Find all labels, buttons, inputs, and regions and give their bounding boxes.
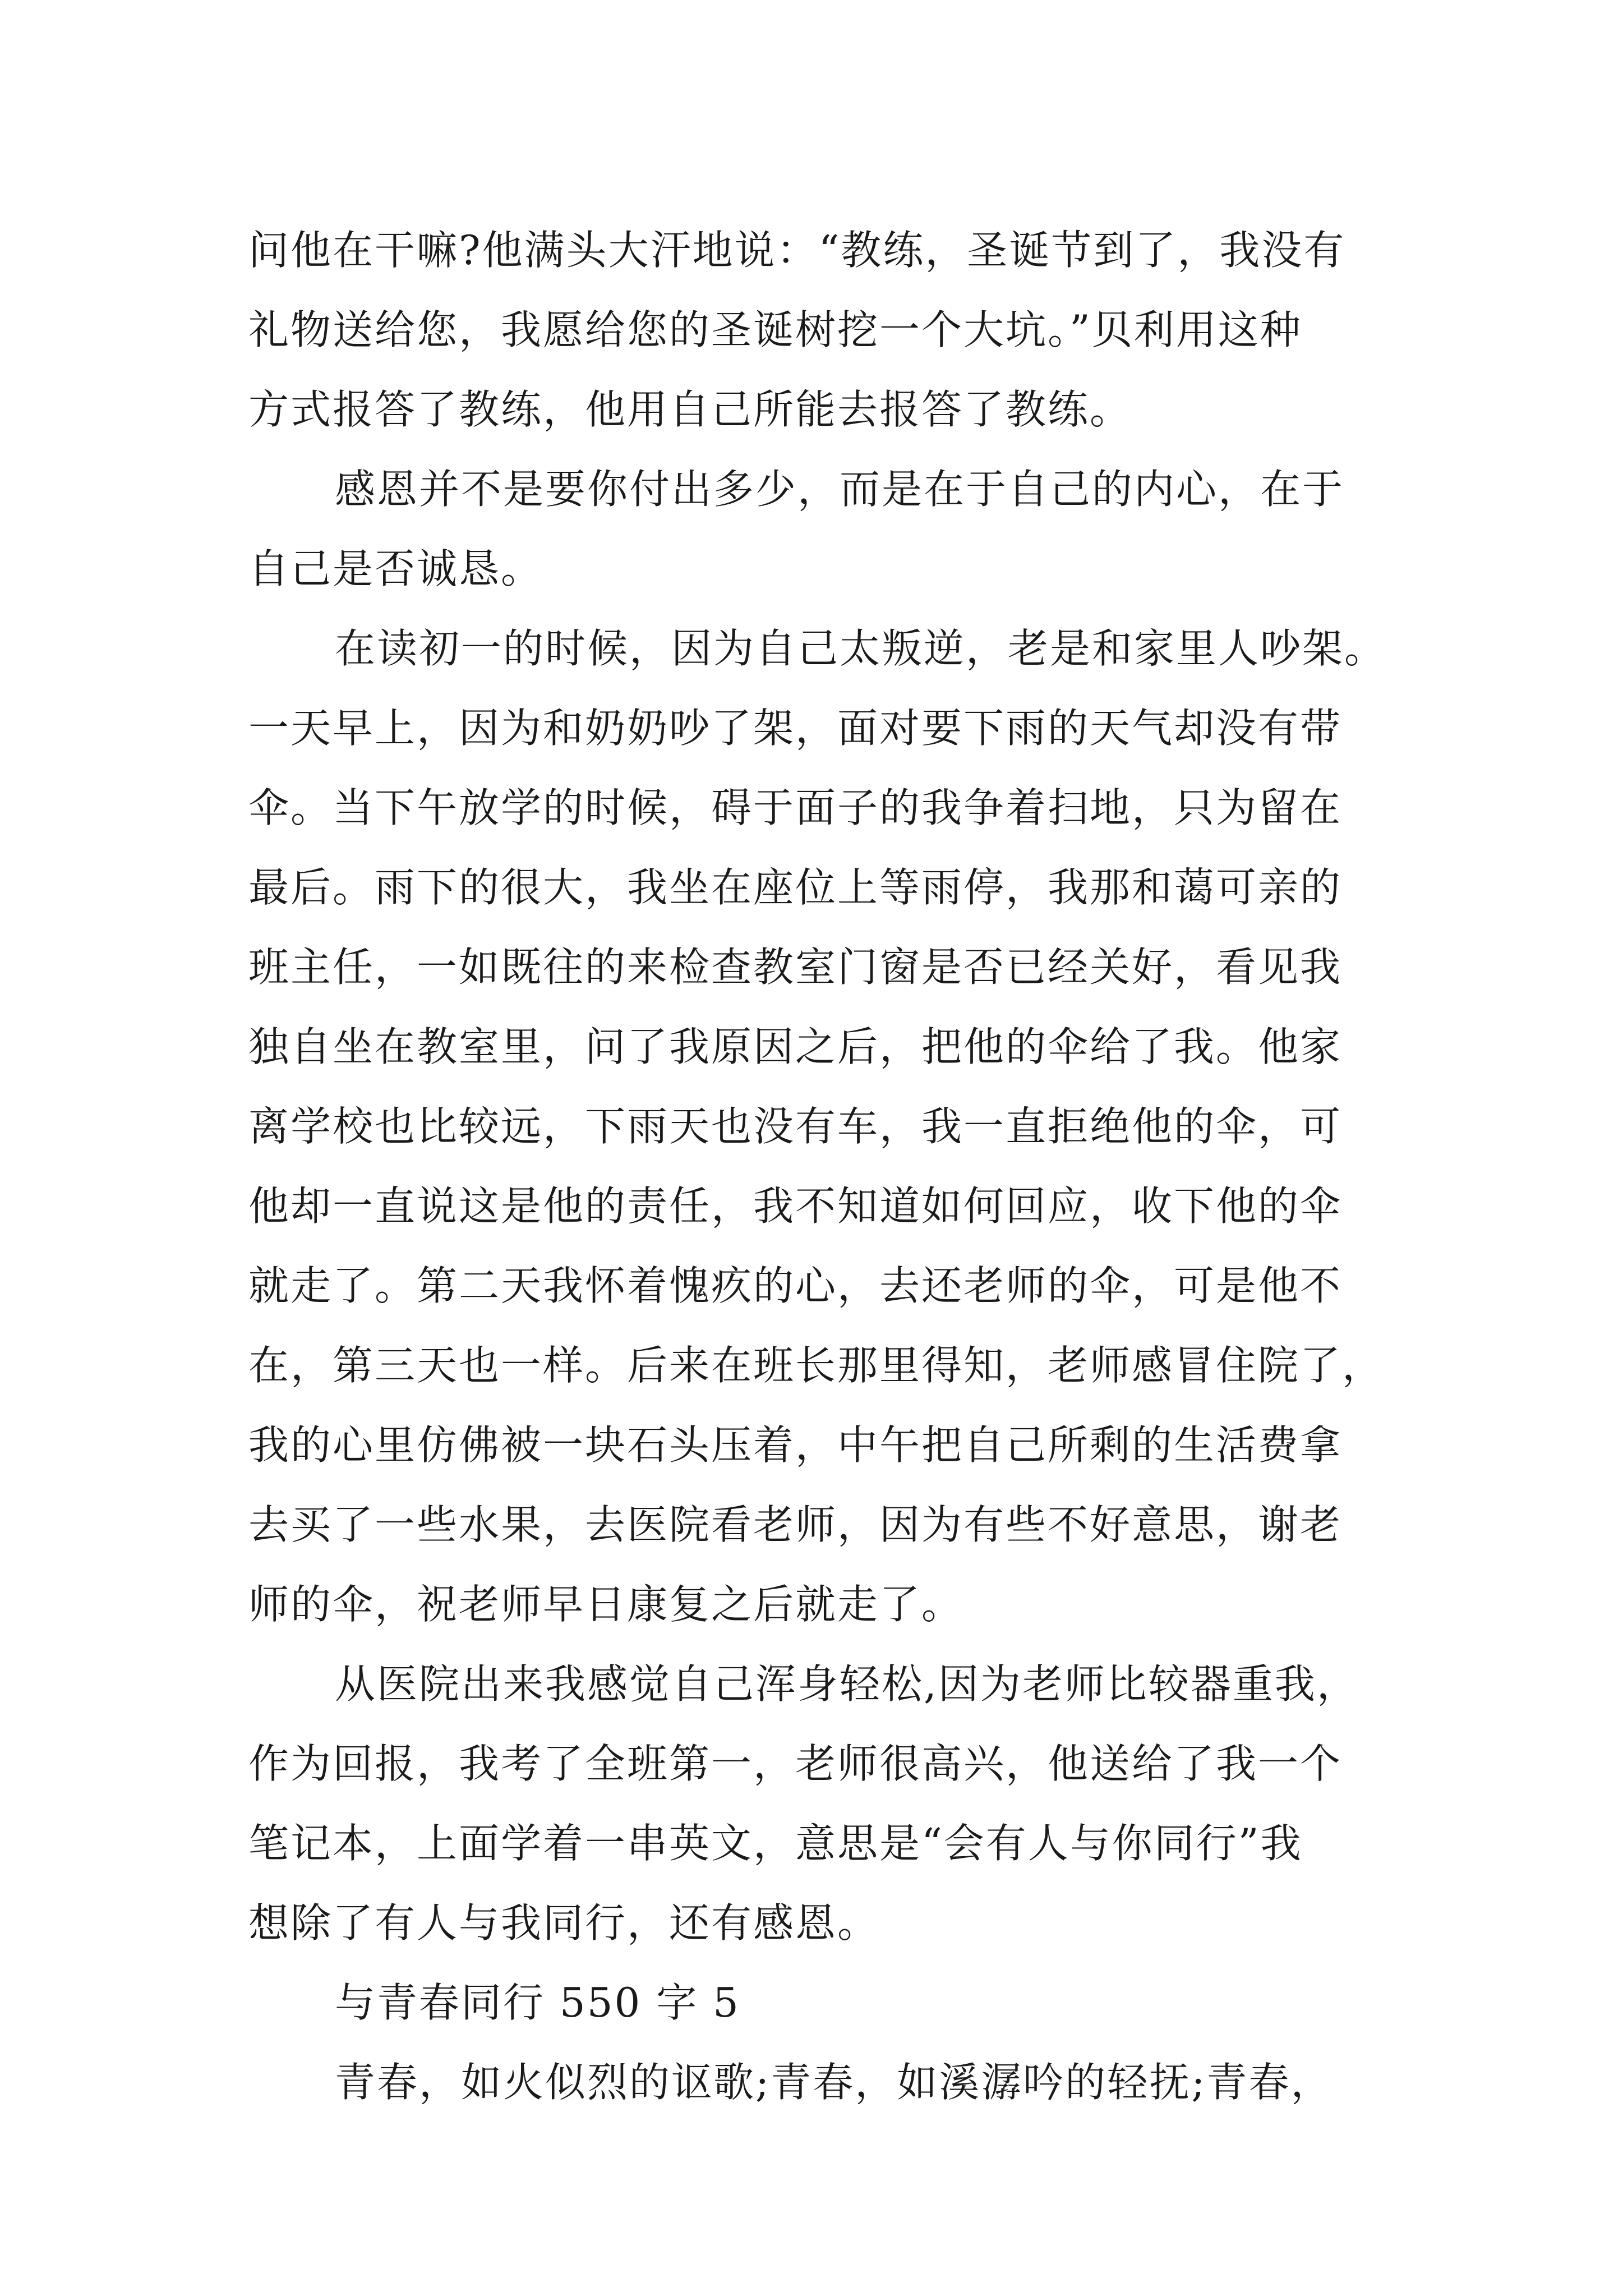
paragraph-first-line: 青春，如火似烈的讴歌;青春，如溪潺吟的轻抚;青春，	[335, 2059, 1333, 2106]
paragraph-first-line: 从医院出来我感觉自己浑身轻松,因为老师比较器重我，	[335, 1660, 1359, 1708]
text-line: 一天早上，因为和奶奶吵了架，面对要下雨的天气却没有带	[248, 705, 1343, 752]
text-line: 想除了有人与我同行，还有感恩。	[248, 1899, 880, 1947]
text-line: 他却一直说这是他的责任，我不知道如何回应，收下他的伞	[248, 1182, 1343, 1230]
document-body	[248, 210, 1387, 2122]
text-line: 我的心里仿佛被一块石头压着，中午把自己所剩的生活费拿	[248, 1421, 1343, 1469]
text-line: 师的伞，祝老师早日康复之后就走了。	[248, 1581, 964, 1628]
section-heading: 与青春同行 550 字 5	[335, 1979, 740, 2026]
text-line: 班主任，一如既往的来检查教室门窗是否已经关好，看见我	[248, 944, 1343, 991]
text-line: 去买了一些水果，去医院看老师，因为有些不好意思，谢老	[248, 1501, 1343, 1548]
text-line: 独自坐在教室里，问了我原因之后，把他的伞给了我。他家	[248, 1023, 1343, 1070]
text-line: 方式报答了教练，他用自己所能去报答了教练。	[248, 386, 1132, 433]
text-line: 在，第三天也一样。后来在班长那里得知，老师感冒住院了，	[248, 1342, 1385, 1389]
text-line: 作为回报，我考了全班第一，老师很高兴，他送给了我一个	[248, 1740, 1343, 1787]
paragraph-first-line: 在读初一的时候，因为自己太叛逆，老是和家里人吵架。	[335, 625, 1387, 672]
text-line: 最后。雨下的很大，我坐在座位上等雨停，我那和蔼可亲的	[248, 864, 1343, 911]
text-line: 伞。当下午放学的时候，碍于面子的我争着扫地，只为留在	[248, 784, 1343, 831]
text-line: 笔记本，上面学着一串英文，意思是“会有人与你同行”我	[248, 1820, 1303, 1867]
text-line: 问他在干嘛?他满头大汗地说：“教练，圣诞节到了，我没有	[248, 227, 1346, 274]
text-line: 离学校也比较远，下雨天也没有车，我一直拒绝他的伞，可	[248, 1103, 1343, 1150]
text-line: 自己是否诚恳。	[248, 545, 543, 592]
paragraph-first-line: 感恩并不是要你付出多少，而是在于自己的内心，在于	[335, 466, 1345, 513]
text-line: 礼物送给您，我愿给您的圣诞树挖一个大坑。”贝利用这种	[248, 306, 1302, 353]
text-line: 就走了。第二天我怀着愧疚的心，去还老师的伞，可是他不	[248, 1262, 1343, 1309]
